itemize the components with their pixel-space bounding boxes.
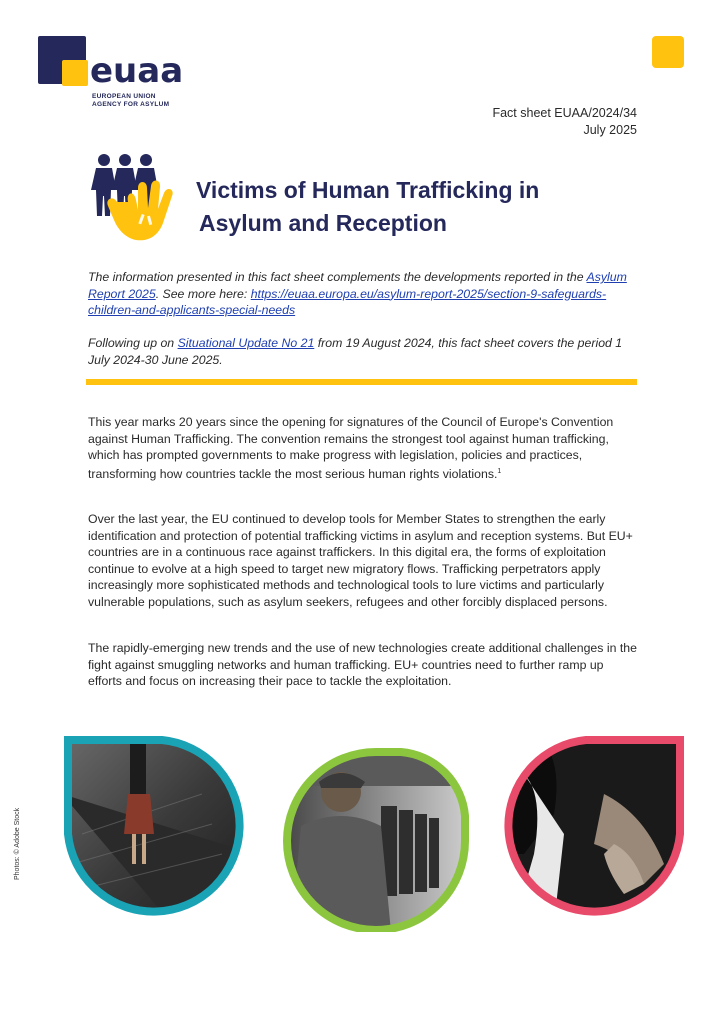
intro-1-mid: . See more here:: [155, 286, 251, 301]
section-divider: [86, 379, 637, 385]
factsheet-date: July 2025: [583, 123, 637, 137]
logo-tagline-1: EUROPEAN UNION: [92, 93, 156, 100]
people-and-hand-icon: [88, 150, 180, 244]
body-1-text: This year marks 20 years since the opening for signatures of the Council of Europe's Convention against Human Trafficking. The convention remains the strongest tool against human trafficking, which has prompted governments to make progress with legislation, policies and practices, transforming how countries tackle the most serious human rights violations.: [88, 415, 614, 481]
factsheet-meta: [492, 105, 637, 139]
corner-yellow-square: [652, 36, 684, 68]
asylum-report-link[interactable]: Asylum Report 2025: [88, 270, 627, 301]
photo-credit: [14, 790, 28, 890]
photo-pink-frame: [494, 734, 686, 924]
title-line-2: Asylum and Reception: [199, 210, 447, 236]
situational-update-link[interactable]: Situational Update No 21: [177, 336, 315, 350]
factsheet-id: Fact sheet EUAA/2024/34: [492, 106, 637, 120]
intro-paragraph-2: [88, 335, 636, 368]
intro-1-text: The information presented in this fact sheet complements the developments reported in the: [88, 270, 587, 284]
euaa-logo: [38, 36, 188, 110]
intro-2-text: Following up on: [88, 336, 178, 350]
photo-teal-frame: [62, 734, 254, 924]
photo-green-frame: [281, 746, 471, 932]
intro-2-after: from 19 August 2024, this fact sheet covers the period 1 July 2024-30 June 2025.: [88, 336, 623, 367]
body-paragraph-2: Over the last year, the EU continued to develop tools for Member States to strengthen the early identification and protection of potential trafficking victims in asylum and reception systems. But EU+ countries are in a continuous race against traffickers. In this digital era, the forms of exploitation continue to evolve at a high speed to target new migratory flows. Trafficking perpetrators apply increasingly more sophisticated methods and technological tools to lure victims and particularly vulnerable populations, such as asylum seekers, refugees and other forcibly displaced persons.: [88, 512, 633, 609]
logo-yellow-square: [62, 60, 88, 86]
page-title: [196, 174, 636, 240]
logo-tagline-2: AGENCY FOR ASYLUM: [92, 101, 170, 108]
body-paragraph-3: The rapidly-emerging new trends and the use of new technologies create additional challenges in the fight against smuggling networks and human trafficking. EU+ countries need to further ramp up efforts and focus on increasing their pace to tackle the exploitation.: [88, 641, 637, 688]
title-line-1: Victims of Human Trafficking in: [196, 177, 540, 203]
photo-credit-text: Photos: © Adobe Stock: [14, 807, 21, 880]
asylum-report-url-link[interactable]: https://euaa.europa.eu/asylum-report-2025/section-9-safeguards-children-and-applicants-special-needs: [88, 286, 607, 317]
intro-paragraph-1: [88, 269, 636, 319]
logo-wordmark: euaa: [90, 51, 184, 91]
footnote-ref[interactable]: 1: [497, 467, 502, 475]
body-paragraph-1: [88, 414, 638, 482]
